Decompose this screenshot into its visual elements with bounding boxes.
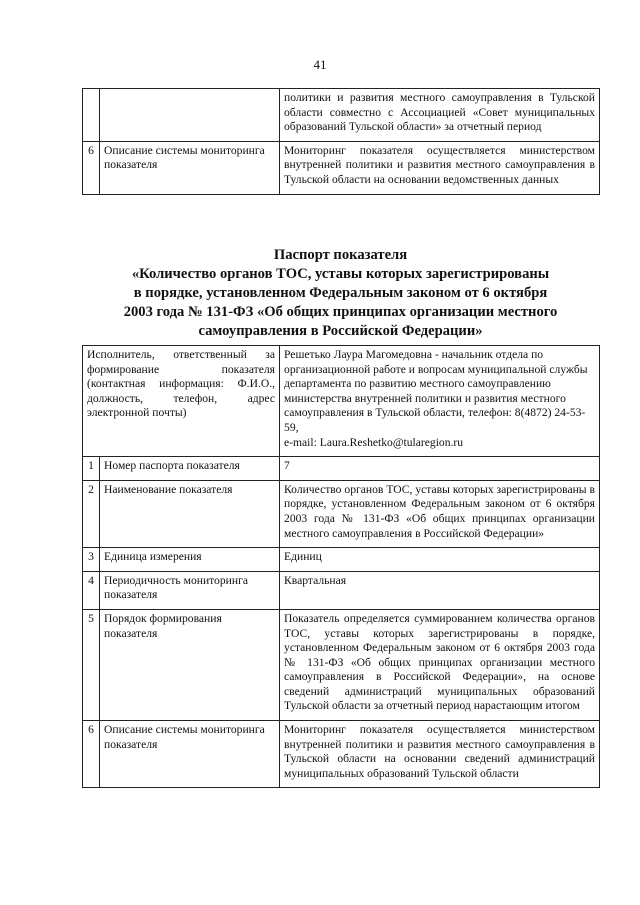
table-row [83, 609, 600, 720]
table-row [83, 721, 600, 788]
row-label: Номер паспорта показателя [100, 457, 280, 481]
row-number: 6 [83, 721, 100, 788]
row-number [83, 89, 100, 142]
executor-email: e-mail: Laura.Reshetko@tularegion.ru [284, 435, 464, 449]
row-number: 1 [83, 457, 100, 481]
title-line: 2003 года № 131-ФЗ «Об общих принципах организации местного [123, 304, 558, 320]
row-value: Количество органов ТОС, уставы которых зарегистрированы в порядке, установленном Федеральным законом от 6 октября 2003 года № 131-ФЗ «Об общих принципах организации местного самоуправления в Российской Федерации» [280, 480, 600, 547]
row-number: 6 [83, 141, 100, 194]
table-row-executor [83, 346, 600, 457]
row-value: Единиц [280, 548, 600, 572]
passport-table [82, 345, 600, 788]
table-row [83, 89, 600, 142]
row-value: политики и развития местного самоуправления в Тульской области совместно с Ассоциацией «Совет муниципальных образований Тульской области» за отчетный период [280, 89, 600, 142]
title-line: «Количество органов ТОС, уставы которых зарегистрированы [131, 266, 550, 282]
executor-label: Исполнитель, ответственный за формирование показателя (контактная информация: Ф.И.О., должность, телефон, адрес электронной почты) [83, 346, 280, 457]
executor-details: Решетько Лаура Магомедовна - начальник отдела по организационной работе и вопросам муниципальной службы департамента по развитию местного самоуправлению министерства внутренней политики и развития местного самоуправления в Тульской области, телефон: 8(4872) 24-53-59, [284, 348, 588, 434]
row-label: Единица измерения [100, 548, 280, 572]
row-label: Порядок формирования показателя [100, 609, 280, 720]
row-number: 2 [83, 480, 100, 547]
table-row [83, 548, 600, 572]
row-number: 4 [83, 571, 100, 609]
row-label: Периодичность мониторинга показателя [100, 571, 280, 609]
row-value: Мониторинг показателя осуществляется министерством внутренней политики и развития местного самоуправления в Тульской области на основании ведомственных данных [280, 141, 600, 194]
row-number: 3 [83, 548, 100, 572]
table-row [83, 457, 600, 481]
row-label: Описание системы мониторинга показателя [100, 721, 280, 788]
title-line: в порядке, установленном Федеральным законом от 6 октября [133, 285, 548, 301]
table-row [83, 480, 600, 547]
executor-value [280, 346, 600, 457]
table-row [83, 141, 600, 194]
row-label: Описание системы мониторинга показателя [100, 141, 280, 194]
continuation-table [82, 88, 600, 195]
table-row [83, 571, 600, 609]
row-label [100, 89, 280, 142]
passport-title [82, 246, 599, 341]
row-value: Квартальная [280, 571, 600, 609]
title-line: Паспорт показателя [273, 247, 408, 263]
row-value: Мониторинг показателя осуществляется министерством внутренней политики и развития местного самоуправления в Тульской области на основании сведений администраций муниципальных образований Тульской области [280, 721, 600, 788]
title-line: самоуправления в Российской Федерации» [198, 323, 483, 339]
row-value: 7 [280, 457, 600, 481]
page-number: 41 [313, 57, 327, 72]
row-label: Наименование показателя [100, 480, 280, 547]
row-value: Показатель определяется суммированием количества органов ТОС, уставы которых зарегистрированы в порядке, установленном Федеральным законом от 6 октября 2003 года № 131-ФЗ «Об общих принципах организации местного самоуправления в Российской Федерации», на основе сведений администраций муниципальных образований Тульской области за отчетный период нарастающим итогом [280, 609, 600, 720]
row-number: 5 [83, 609, 100, 720]
